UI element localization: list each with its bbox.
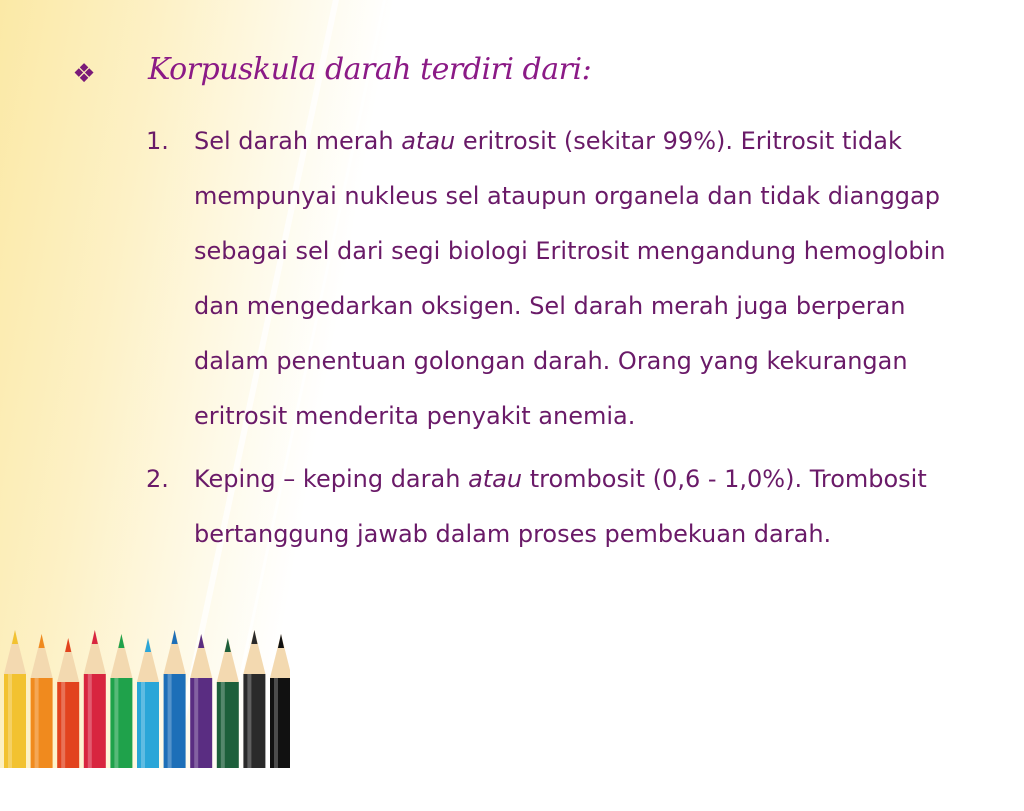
numbered-list — [146, 114, 976, 562]
title-row — [70, 52, 970, 96]
emphasis-text: atau — [401, 127, 456, 155]
pencil-icon — [110, 634, 132, 768]
list-item-number: 1. — [146, 127, 169, 155]
slide-title: Korpuskula darah terdiri dari: — [148, 52, 592, 87]
text-segment: trombosit (0,6 - 1,0%). Trombosit bertanggung jawab dalam proses pembekuan darah. — [194, 465, 927, 548]
list-item — [146, 114, 976, 444]
pencil-icon — [4, 630, 26, 768]
list-item — [146, 452, 976, 562]
pencil-icon — [84, 630, 106, 768]
list-item-text — [194, 114, 976, 444]
pencil-icon — [190, 634, 212, 768]
list-item-text — [194, 452, 976, 562]
pencil-icon — [137, 638, 159, 768]
pencil-icon — [31, 634, 53, 768]
emphasis-text: atau — [468, 465, 523, 493]
pencil-icon — [270, 634, 290, 768]
list-item-number: 2. — [146, 465, 169, 493]
text-segment: Sel darah merah — [194, 127, 402, 155]
pencil-icon — [164, 630, 186, 768]
text-segment: eritrosit (sekitar 99%). Eritrosit tidak mempunyai nukleus sel ataupun organela dan tidak dianggap sebagai sel dari segi biologi Eritrosit mengandung hemoglobin dan mengedarkan oksigen. Sel darah merah juga berperan dalam penentuan golongan darah. Orang yang kekurangan eritrosit menderita penyakit anemia. — [194, 127, 946, 430]
text-segment: Keping – keping darah — [194, 465, 469, 493]
pencil-icon — [217, 638, 239, 768]
colored-pencils-illustration — [0, 612, 290, 768]
pencil-icon — [243, 630, 265, 768]
pencil-icon — [57, 638, 79, 768]
diamond-bullet-icon: ❖ — [72, 59, 96, 89]
